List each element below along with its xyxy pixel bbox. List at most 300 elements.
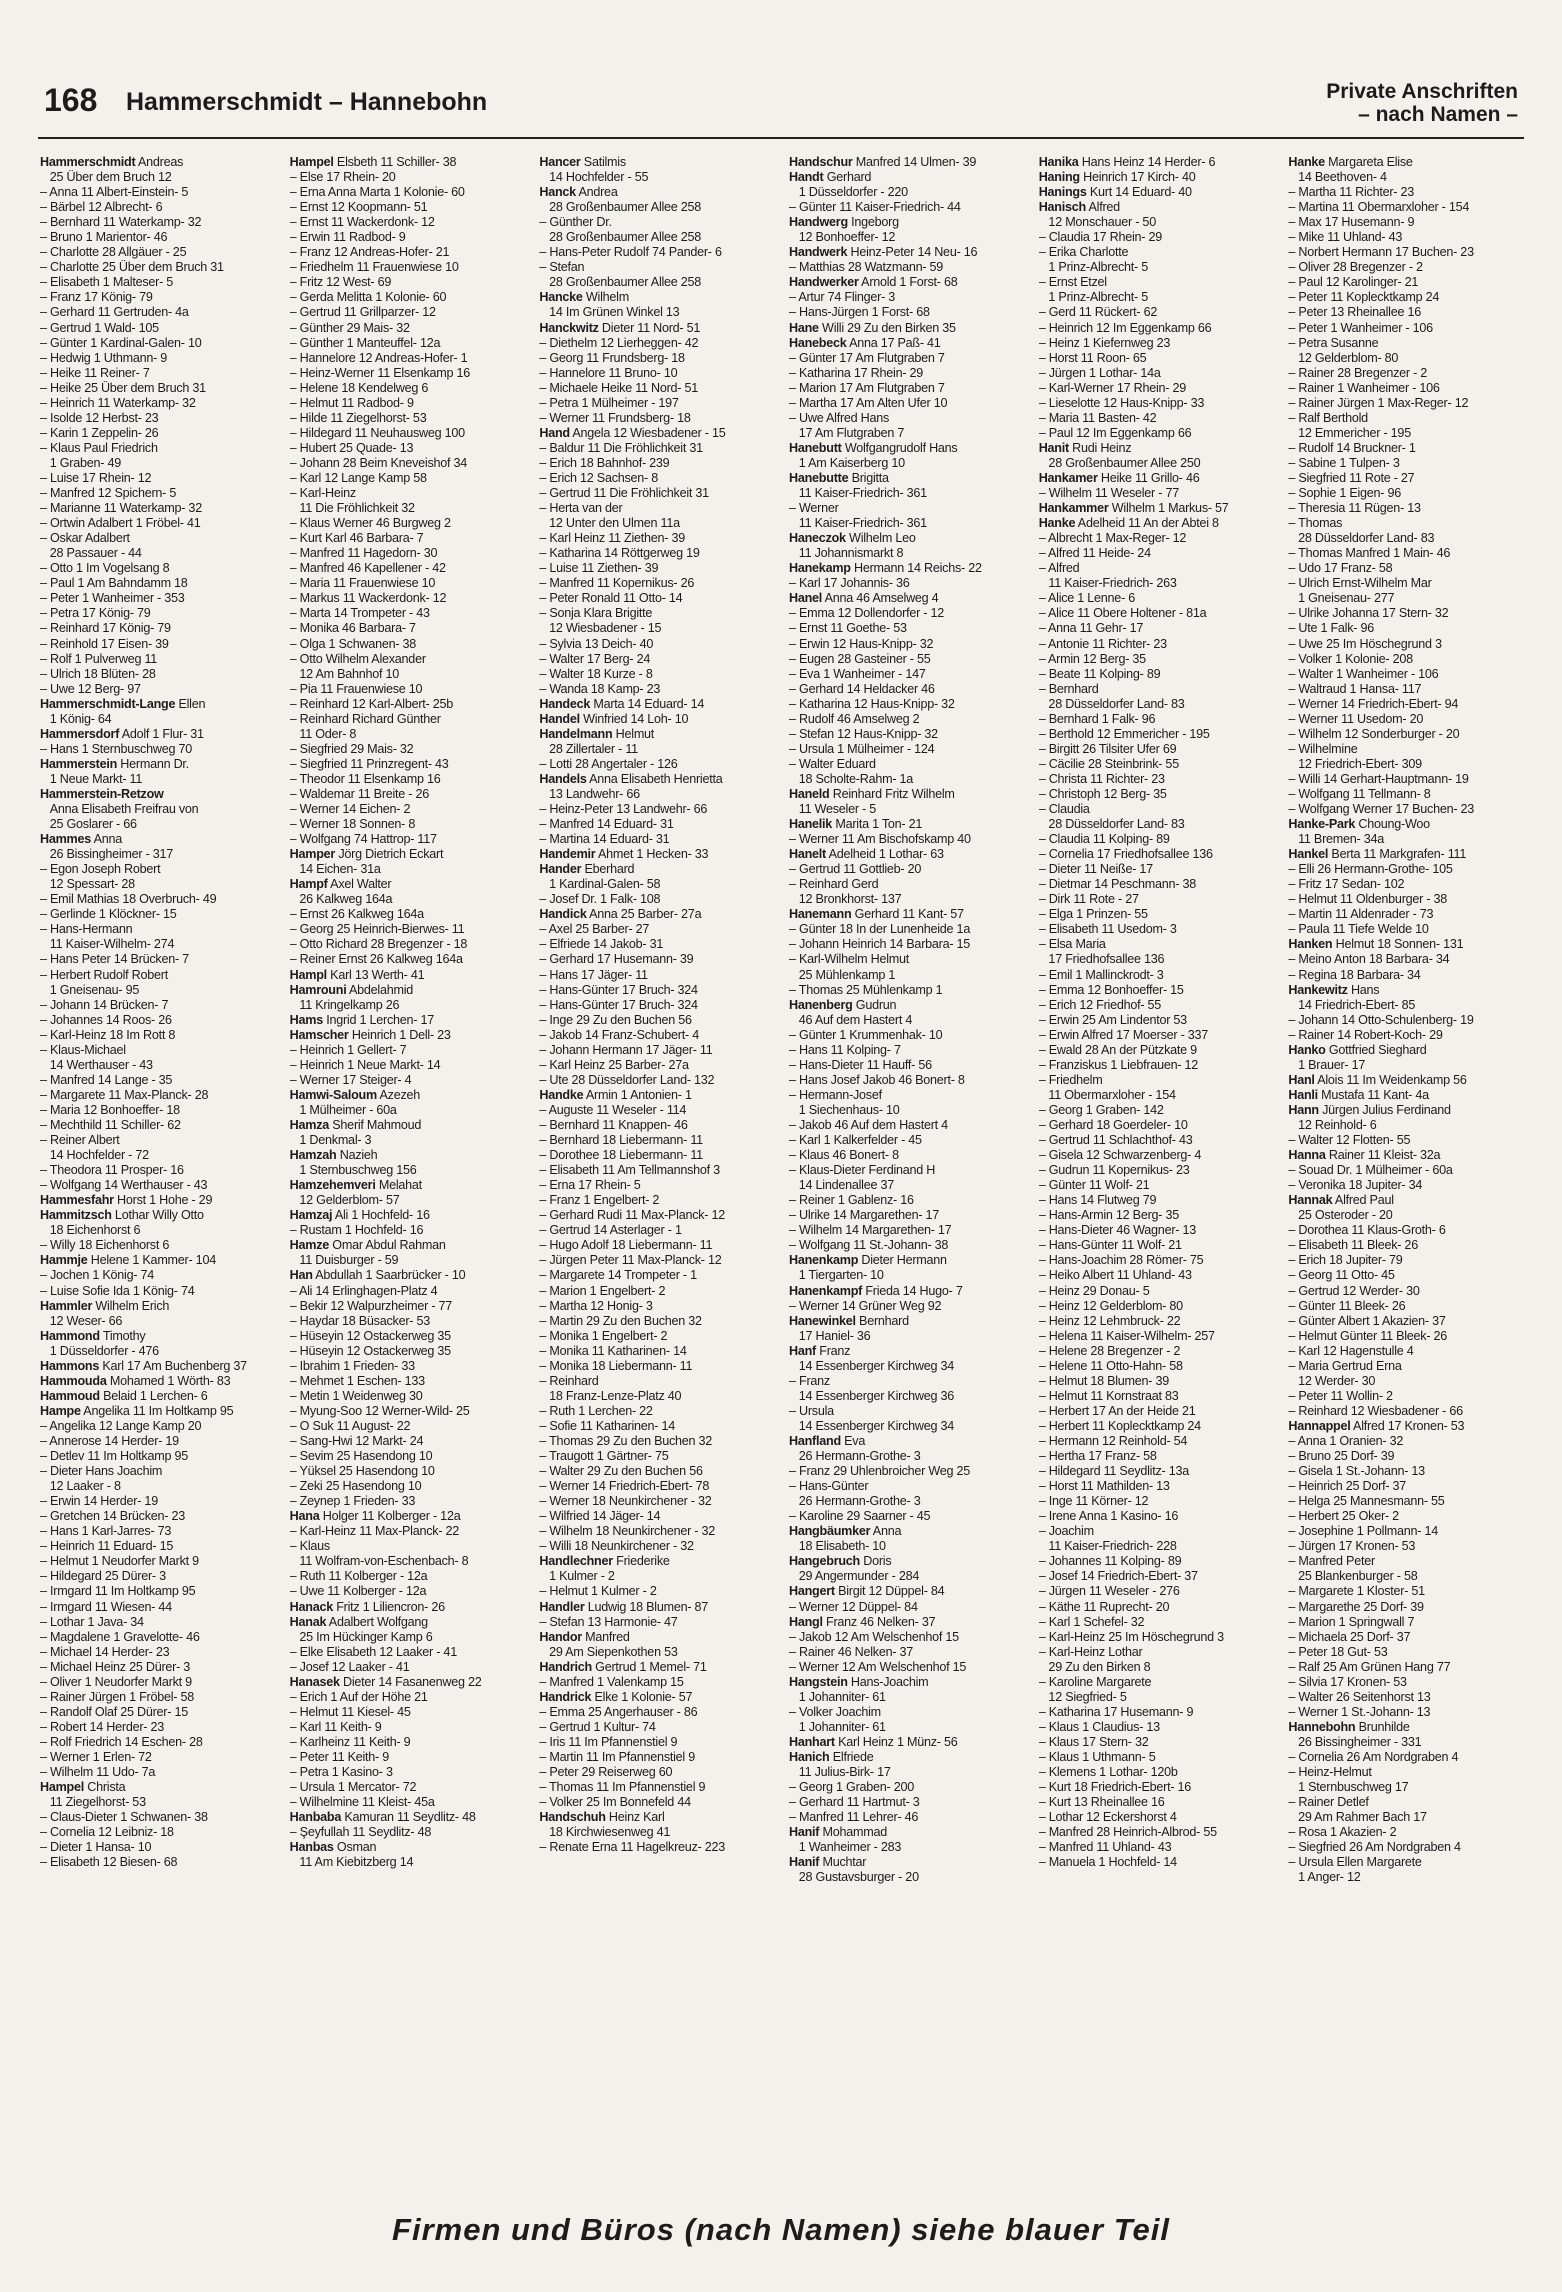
directory-entry (40, 321, 276, 336)
directory-entry (40, 1013, 276, 1028)
directory-entry (290, 712, 526, 727)
entry-text: – Horst 11 Roon- 65 (1038, 350, 1147, 365)
entry-text: – Sofie 11 Katharinen- 14 (539, 1418, 675, 1433)
directory-entry (290, 290, 526, 305)
entry-text: – Michaela 25 Dorf- 37 (1288, 1629, 1411, 1644)
directory-entry (1288, 591, 1524, 606)
directory-entry (40, 275, 276, 290)
directory-entry (789, 576, 1025, 591)
entry-text: – Paula 11 Tiefe Welde 10 (1288, 922, 1429, 937)
entry-text: Rainer 11 Kleist- 32a (1325, 1148, 1441, 1163)
directory-entry (539, 1268, 775, 1283)
entry-text: – Volker 25 Im Bonnefeld 44 (539, 1795, 691, 1810)
directory-entry (1039, 1268, 1275, 1283)
entry-text: – Rudolf 14 Bruckner- 1 (1288, 440, 1416, 455)
entry-text: – Souad Dr. 1 Mülheimer - 60a (1288, 1163, 1453, 1178)
entry-text: 11 Kaiser-Friedrich- 361 (789, 486, 927, 501)
directory-entry (1039, 1359, 1275, 1374)
directory-entry (789, 1419, 1025, 1434)
entry-text: – Franz 29 Uhlenbroicher Weg 25 (789, 1464, 971, 1479)
entry-text: 1 Siechenhaus- 10 (789, 1102, 900, 1117)
directory-entry (1039, 922, 1275, 937)
directory-entry (1288, 952, 1524, 967)
entry-text: – Ursula Ellen Margarete (1288, 1855, 1422, 1870)
directory-entry (539, 1569, 775, 1584)
entry-text: Hans Heinz 14 Herder- 6 (1078, 155, 1216, 169)
directory-entry (1288, 155, 1524, 170)
directory-column-5 (1039, 155, 1275, 2200)
directory-entry (789, 1314, 1025, 1329)
entry-text: 12 Gelderblom- 80 (1288, 350, 1399, 365)
entry-text: – Thomas 25 Mühlenkamp 1 (789, 982, 943, 997)
entry-text: – Elisabeth 11 Usedom- 3 (1038, 922, 1177, 937)
entry-text: – Wilhelmine 11 Kleist- 45a (289, 1795, 435, 1810)
entry-text: – Bruno 25 Dorf- 39 (1288, 1449, 1395, 1464)
entry-text: 1 Johanniter- 61 (789, 1689, 886, 1704)
entry-text: – Margarethe 25 Dorf- 39 (1288, 1599, 1424, 1614)
entry-text: Satilmis (580, 155, 626, 169)
directory-entry (789, 892, 1025, 907)
directory-entry (539, 260, 775, 275)
entry-text: 29 Am Siepenkothen 53 (539, 1644, 678, 1659)
directory-entry (40, 1720, 276, 1735)
entry-text: – Klaus-Dieter Ferdinand H (789, 1163, 936, 1178)
entry-text: Horst 1 Hohe - 29 (113, 1193, 213, 1208)
entry-text: – Michael Heinz 25 Dürer- 3 (40, 1659, 191, 1674)
entry-text: Omar Abdul Rahman (329, 1238, 446, 1253)
directory-entry (789, 637, 1025, 652)
directory-entry (290, 1389, 526, 1404)
entry-text: 12 Wiesbadener - 15 (539, 621, 662, 636)
directory-entry (40, 1178, 276, 1193)
directory-entry (290, 215, 526, 230)
directory-entry (789, 1630, 1025, 1645)
entry-text: Karl 17 Am Buchenberg 37 (99, 1358, 247, 1373)
entry-text: Armin 1 Antonien- 1 (583, 1087, 692, 1102)
directory-entry (1039, 1584, 1275, 1599)
entry-text: – Günther 29 Mais- 32 (289, 320, 410, 335)
entry-text: – Willi 14 Gerhart-Hauptmann- 19 (1288, 771, 1469, 786)
entry-text: – Emma 12 Bonhoeffer- 15 (1038, 982, 1184, 997)
directory-entry (40, 621, 276, 636)
entry-text: – Yüksel 25 Hasendong 10 (289, 1464, 435, 1479)
entry-text: Gottfried Sieghard (1325, 1042, 1427, 1057)
directory-entry (40, 1509, 276, 1524)
entry-text: – Werner (789, 501, 839, 516)
directory-entry (789, 1374, 1025, 1389)
entry-text: – Else 17 Rhein- 20 (289, 170, 396, 185)
directory-entry (539, 1645, 775, 1660)
directory-entry (40, 937, 276, 952)
section-label-line-2: – nach Namen – (1358, 103, 1518, 126)
entry-text: – Herbert 25 Oker- 2 (1288, 1509, 1399, 1524)
entry-text: – Johannes 11 Kolping- 89 (1038, 1554, 1182, 1569)
entry-text: – Walter Eduard (789, 756, 876, 771)
directory-entry (290, 426, 526, 441)
directory-entry (1039, 1795, 1275, 1810)
directory-entry (539, 1193, 775, 1208)
entry-text: Hermann 14 Reichs- 22 (850, 561, 982, 576)
directory-entry (1039, 1840, 1275, 1855)
entry-text: – Angelika 12 Lange Kamp 20 (40, 1418, 202, 1433)
entry-text: Arnold 1 Forst- 68 (858, 275, 958, 290)
entry-text: – Hans 1 Sternbuschweg 70 (40, 741, 192, 756)
entry-text: – Gertrud 1 Wald- 105 (40, 320, 159, 335)
directory-entry (1039, 1013, 1275, 1028)
directory-entry (1039, 426, 1275, 441)
directory-entry (789, 1539, 1025, 1554)
directory-entry (539, 230, 775, 245)
entry-text: – Hans 11 Kolping- 7 (789, 1042, 901, 1057)
entry-text: – Erich 18 Jupiter- 79 (1288, 1253, 1403, 1268)
entry-text: Franz (816, 1343, 851, 1358)
entry-text: Dieter 11 Nord- 51 (598, 320, 701, 335)
entry-text: – Horst 11 Mathilden- 13 (1038, 1479, 1170, 1494)
directory-entry (789, 1238, 1025, 1253)
entry-text: – Wilhelm 11 Udo- 7a (40, 1765, 156, 1780)
entry-text: – Karl-Heinz 25 Im Höschegrund 3 (1038, 1629, 1224, 1644)
entry-text: – Erwin 11 Radbod- 9 (289, 230, 406, 245)
directory-entry (539, 832, 775, 847)
entry-text: Helmut 18 Sonnen- 131 (1332, 937, 1464, 952)
entry-text: – Peter Ronald 11 Otto- 14 (539, 591, 683, 606)
directory-entry (290, 1073, 526, 1088)
directory-entry (539, 1208, 775, 1223)
entry-text: 14 Friedrich-Ebert- 85 (1288, 997, 1416, 1012)
directory-entry (1039, 290, 1275, 305)
entry-text: – Christoph 12 Berg- 35 (1038, 786, 1167, 801)
entry-text: – Fritz 17 Sedan- 102 (1288, 877, 1405, 892)
entry-text: 1 Anger- 12 (1288, 1870, 1361, 1885)
directory-entry (40, 1750, 276, 1765)
entry-text: 28 Düsseldorfer Land- 83 (1038, 817, 1185, 832)
entry-text: – Herbert Rudolf Robert (40, 967, 168, 982)
directory-entry (539, 290, 775, 305)
directory-entry (290, 606, 526, 621)
entry-text: 25 Über dem Bruch 12 (40, 170, 172, 185)
directory-entry (40, 862, 276, 877)
entry-text: – Hans-Günter 17 Bruch- 324 (539, 982, 698, 997)
directory-entry (40, 576, 276, 591)
directory-entry (40, 245, 276, 260)
directory-entry (539, 1013, 775, 1028)
directory-entry (290, 1013, 526, 1028)
directory-entry (290, 1464, 526, 1479)
entry-text: Gudrun (852, 997, 897, 1012)
directory-entry (290, 637, 526, 652)
directory-entry (1039, 772, 1275, 787)
directory-entry (40, 787, 276, 802)
directory-entry (40, 531, 276, 546)
surname-heading: Hammond (40, 1328, 100, 1343)
directory-entry (40, 1825, 276, 1840)
directory-entry (1039, 682, 1275, 697)
directory-entry (290, 1374, 526, 1389)
directory-entry (40, 441, 276, 456)
directory-entry (789, 185, 1025, 200)
entry-text: – Ernst 11 Goethe- 53 (789, 621, 907, 636)
directory-entry (1288, 922, 1524, 937)
directory-entry (789, 727, 1025, 742)
entry-text: – Bekir 12 Walpurzheimer - 77 (289, 1298, 453, 1313)
entry-text: 1 Denkmal- 3 (289, 1133, 372, 1148)
entry-text: – Gerhard 17 Husemann- 39 (539, 952, 694, 967)
directory-entry (1039, 1043, 1275, 1058)
directory-entry (539, 456, 775, 471)
directory-entry (1039, 1600, 1275, 1615)
entry-text: – Oliver 28 Bregenzer - 2 (1288, 260, 1423, 275)
directory-entry (539, 952, 775, 967)
directory-entry (1288, 1118, 1524, 1133)
directory-entry (539, 742, 775, 757)
entry-text: – Heinrich 25 Dorf- 37 (1288, 1479, 1407, 1494)
entry-text: – Günter 11 Bleek- 26 (1288, 1298, 1406, 1313)
entry-text: – Thomas 11 Im Pfannenstiel 9 (539, 1780, 706, 1795)
surname-heading: Hancke (539, 290, 583, 305)
directory-entry (40, 682, 276, 697)
surname-heading: Hanemann (789, 907, 852, 922)
entry-text: – Johann 14 Otto-Schulenberg- 19 (1288, 1012, 1474, 1027)
entry-text: – Karl 12 Lange Kamp 58 (289, 470, 427, 485)
directory-entry (1288, 1855, 1524, 1870)
directory-entry (40, 968, 276, 983)
entry-text: – Anna 11 Albert-Einstein- 5 (40, 185, 189, 200)
surname-heading: Hanke (1288, 155, 1325, 169)
entry-text: 28 Düsseldorfer Land- 83 (1288, 531, 1435, 546)
directory-entry (290, 1344, 526, 1359)
directory-entry (539, 772, 775, 787)
directory-entry (539, 381, 775, 396)
directory-entry (290, 1163, 526, 1178)
entry-text: – Helene 18 Kendelweg 6 (289, 380, 429, 395)
surname-heading: Handor (539, 1629, 582, 1644)
directory-entry (1288, 606, 1524, 621)
directory-entry (1039, 441, 1275, 456)
entry-text: – Erika Charlotte (1038, 245, 1129, 260)
directory-entry (1288, 1615, 1524, 1630)
directory-entry (290, 1479, 526, 1494)
directory-entry (1288, 1524, 1524, 1539)
entry-text: – Gerhard 11 Hartmut- 3 (789, 1795, 920, 1810)
directory-entry (1288, 1013, 1524, 1028)
directory-entry (40, 772, 276, 787)
directory-entry (40, 426, 276, 441)
directory-entry (40, 1569, 276, 1584)
directory-entry (789, 1795, 1025, 1810)
entry-text: 12 Am Bahnhof 10 (289, 666, 400, 681)
directory-entry (1288, 185, 1524, 200)
entry-text: – Hildegard 11 Seydlitz- 13a (1038, 1464, 1189, 1479)
directory-entry (789, 381, 1025, 396)
surname-heading: Hankewitz (1288, 982, 1348, 997)
directory-entry (290, 787, 526, 802)
directory-entry (789, 1870, 1025, 1885)
entry-text: Hermann Dr. (117, 756, 189, 771)
entry-text: 28 Düsseldorfer Land- 83 (1038, 696, 1185, 711)
entry-text: Karl Heinz 1 Münz- 56 (834, 1734, 958, 1749)
directory-entry (539, 396, 775, 411)
entry-text: – Karl-Heinz Lothar (1038, 1644, 1143, 1659)
directory-entry (539, 546, 775, 561)
entry-text: – Günter Albert 1 Akazien- 37 (1288, 1313, 1446, 1328)
directory-entry (40, 290, 276, 305)
entry-text: – Emil Mathias 18 Overbruch- 49 (40, 892, 217, 907)
directory-entry (40, 1600, 276, 1615)
directory-entry (1288, 817, 1524, 832)
entry-text: – Jürgen 17 Kronen- 53 (1288, 1539, 1416, 1554)
entry-text: – Katharina 12 Haus-Knipp- 32 (789, 696, 955, 711)
entry-text: Wolfgangrudolf Hans (841, 440, 958, 455)
directory-entry (290, 155, 526, 170)
directory-entry (539, 426, 775, 441)
directory-entry (1288, 1178, 1524, 1193)
directory-entry (1039, 937, 1275, 952)
entry-text: 46 Auf dem Hastert 4 (789, 1012, 913, 1027)
entry-text: – Jürgen 1 Lothar- 14a (1038, 365, 1161, 380)
directory-entry (539, 712, 775, 727)
directory-entry (40, 998, 276, 1013)
entry-text: – Manuela 1 Hochfeld- 14 (1038, 1855, 1177, 1870)
entry-text: – Bernhard (1038, 681, 1099, 696)
directory-entry (290, 742, 526, 757)
directory-entry (290, 486, 526, 501)
entry-text: – Theodora 11 Prosper- 16 (40, 1163, 184, 1178)
directory-entry (290, 200, 526, 215)
directory-entry (539, 862, 775, 877)
entry-text: – Sylvia 13 Deich- 40 (539, 636, 654, 651)
directory-entry (789, 968, 1025, 983)
surname-heading: Hand (539, 425, 570, 440)
directory-entry (290, 1705, 526, 1720)
directory-entry (1039, 832, 1275, 847)
directory-entry (539, 1615, 775, 1630)
directory-entry (40, 1118, 276, 1133)
entry-text: 29 Zu den Birken 8 (1038, 1659, 1151, 1674)
directory-entry (539, 531, 775, 546)
directory-entry (290, 1314, 526, 1329)
entry-text: 18 Eichenhorst 6 (40, 1223, 141, 1238)
directory-entry (40, 1088, 276, 1103)
entry-text: 28 Zillertaler - 11 (539, 741, 638, 756)
directory-entry (539, 1359, 775, 1374)
entry-text: – Norbert Hermann 17 Buchen- 23 (1288, 245, 1474, 260)
entry-text: – Franz (789, 1373, 830, 1388)
directory-entry (40, 1855, 276, 1870)
directory-entry (40, 606, 276, 621)
directory-entry (1288, 230, 1524, 245)
entry-text: – Margarete 14 Trompeter - 1 (539, 1268, 697, 1283)
entry-text: Heinrich 1 Dell- 23 (348, 1027, 451, 1042)
entry-text: Eva (840, 1433, 866, 1448)
directory-entry (40, 1223, 276, 1238)
entry-text: – Fritz 12 West- 69 (289, 275, 392, 290)
entry-text: 17 Haniel- 36 (789, 1328, 871, 1343)
entry-text: – Günther 1 Manteuffel- 12a (289, 335, 441, 350)
entry-text: – Rosa 1 Akazien- 2 (1288, 1825, 1397, 1840)
directory-entry (539, 1284, 775, 1299)
entry-text: – Rolf Friedrich 14 Eschen- 28 (40, 1734, 203, 1749)
entry-text: – Hans 1 Karl-Jarres- 73 (40, 1524, 172, 1539)
directory-entry (789, 351, 1025, 366)
entry-text: 11 Duisburger - 59 (289, 1253, 399, 1268)
entry-text: – Heinz-Helmut (1288, 1765, 1372, 1780)
directory-entry (40, 1329, 276, 1344)
entry-text: – Ursula 1 Mülheimer - 124 (789, 741, 935, 756)
directory-entry (290, 847, 526, 862)
directory-entry (789, 1765, 1025, 1780)
entry-text: – Gerhard 14 Heldacker 46 (789, 681, 935, 696)
entry-text: – Elisabeth 12 Biesen- 68 (40, 1855, 178, 1870)
entry-text: – Alfred 11 Heide- 24 (1038, 546, 1151, 561)
directory-entry (539, 1133, 775, 1148)
entry-text: Frieda 14 Hugo- 7 (862, 1283, 963, 1298)
entry-text: – Dieter Hans Joachim (40, 1464, 163, 1479)
directory-entry (789, 606, 1025, 621)
entry-text: – Franz 17 König- 79 (40, 290, 153, 305)
directory-entry (789, 1028, 1025, 1043)
surname-heading: Handschur (789, 155, 853, 169)
surname-heading: Hanke-Park (1288, 817, 1356, 832)
entry-text: – Karin 1 Zeppelin- 26 (40, 425, 159, 440)
entry-text: – Petra 1 Kasino- 3 (289, 1765, 393, 1780)
entry-text: – Klaus 1 Claudius- 13 (1038, 1719, 1160, 1734)
directory-entry (789, 531, 1025, 546)
directory-entry (539, 922, 775, 937)
entry-text: – Friedhelm 11 Frauenwiese 10 (289, 260, 459, 275)
directory-entry (789, 652, 1025, 667)
directory-entry (789, 712, 1025, 727)
entry-text: – Rainer 46 Nelken- 37 (789, 1644, 914, 1659)
directory-entry (539, 757, 775, 772)
surname-heading: Hanit (1038, 440, 1069, 455)
entry-text: 12 Gelderblom- 57 (289, 1193, 400, 1208)
directory-entry (789, 245, 1025, 260)
directory-entry (1288, 998, 1524, 1013)
directory-entry (539, 907, 775, 922)
surname-heading: Hammes (40, 832, 92, 847)
entry-text: Marta 14 Eduard- 14 (590, 696, 705, 711)
entry-text: – Rainer 14 Robert-Koch- 29 (1288, 1027, 1443, 1042)
entry-text: – Hilde 11 Ziegelhorst- 53 (289, 410, 427, 425)
entry-text: 11 Bremen- 34a (1288, 832, 1384, 847)
entry-text: – Claudia (1038, 802, 1090, 817)
entry-text: – Annerose 14 Herder- 19 (40, 1433, 179, 1448)
directory-entry (789, 260, 1025, 275)
entry-text: Eberhard (581, 862, 635, 877)
entry-text: – Marta 14 Trompeter - 43 (289, 606, 430, 621)
entry-text: – Reinhard (539, 1373, 599, 1388)
entry-text: – Hannelore 12 Andreas-Hofer- 1 (289, 350, 468, 365)
entry-text: – Theodor 11 Elsenkamp 16 (289, 771, 441, 786)
directory-entry (40, 1148, 276, 1163)
entry-text: – Hermann 12 Reinhold- 54 (1038, 1433, 1188, 1448)
directory-entry (1288, 1314, 1524, 1329)
entry-text: 28 Großenbaumer Allee 258 (539, 275, 702, 290)
entry-text: Ingrid 1 Lerchen- 17 (322, 1012, 434, 1027)
directory-entry (1039, 1223, 1275, 1238)
entry-text: Abdelahmid (346, 982, 414, 997)
entry-text: – Auguste 11 Weseler - 114 (539, 1102, 687, 1117)
directory-entry (290, 1118, 526, 1133)
directory-entry (1039, 200, 1275, 215)
entry-text: – Birgitt 26 Tilsiter Ufer 69 (1038, 741, 1177, 756)
entry-text: Mohammad (819, 1825, 887, 1840)
surname-heading: Hanif (789, 1855, 820, 1870)
directory-entry (1039, 1449, 1275, 1464)
directory-entry (789, 1494, 1025, 1509)
entry-text: – Ulrike Johanna 17 Stern- 32 (1288, 606, 1449, 621)
directory-entry (1288, 877, 1524, 892)
